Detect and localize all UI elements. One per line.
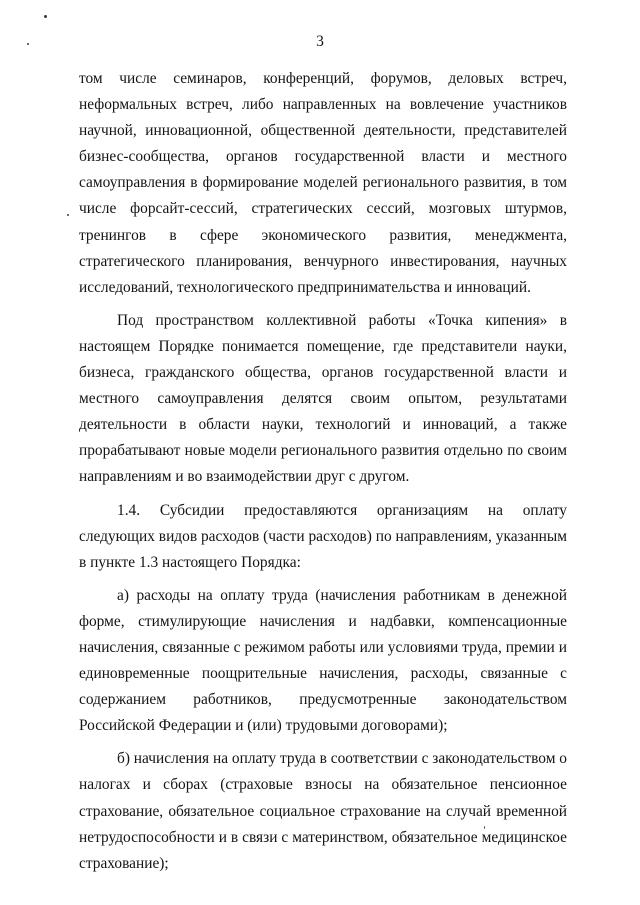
- scan-speck: [484, 826, 485, 829]
- paragraph-continuation: том числе семинаров, конференций, форумов, деловых встреч, неформальных встреч, либо направленных на вовлечение участников научной, инновационной, общественной деятельности, представителей бизнес-сообщества, органов государственной власти и местного самоуправления в формирование моделей регионального развития, в том числе форсайт-сессий, стратегических сессий, мозговых штурмов, тренингов в сфере экономического развития, менеджмента, стратегического планирования, венчурного инвестирования, научных исследований, технологического предпринимательства и инноваций.: [79, 70, 567, 296]
- scan-speck: [44, 15, 47, 18]
- paragraph-item-b: б) начисления на оплату труда в соответствии с законодательством о налогах и сборах (страховые взносы на обязательное пенсионное страхование, обязательное социальное страхование на случай временной нетрудоспособности и в связи с материнством, обязательное медицинское страхование);: [79, 750, 567, 872]
- paragraph-item-a: а) расходы на оплату труда (начисления работникам в денежной форме, стимулирующие начисления и надбавки, компенсационные начисления, связанные с режимом работы или условиями труда, премии и единовременные поощрительные начисления, расходы, связанные с содержанием работников, предусмотренные законодательством Российской Федерации и (или) трудовыми договорами);: [79, 586, 567, 735]
- page-number: 3: [316, 33, 324, 50]
- document-body: [79, 66, 567, 877]
- scan-speck: [27, 43, 29, 45]
- paragraph-1-4: 1.4. Субсидии предоставляются организациям на оплату следующих видов расходов (части расходов) по направлениям, указанным в пункте 1.3 настоящего Порядка:: [79, 501, 567, 571]
- paragraph-tochka-kipeniya: Под пространством коллективной работы «Точка кипения» в настоящем Порядке понимается помещение, где представители науки, бизнеса, гражданского общества, органов государственной власти и местного самоуправления делятся своим опытом, результатами деятельности в области науки, технологий и инноваций, а также прорабатывают новые модели регионального развития отдельно по своим направлениям и во взаимодействии друг с другом.: [79, 311, 567, 486]
- scan-speck: [67, 214, 69, 216]
